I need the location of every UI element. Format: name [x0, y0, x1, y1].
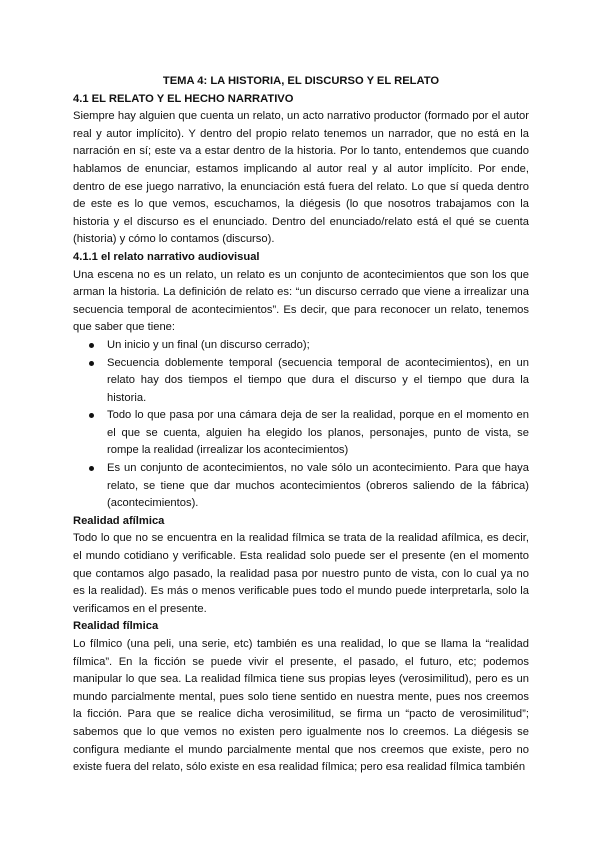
document-title: TEMA 4: LA HISTORIA, EL DISCURSO Y EL RELATO: [162, 75, 440, 87]
paragraph-realidad-afilmica: Todo lo que no se encuentra en la realidad fílmica se trata de la realidad afílmica, es decir, el mundo cotidiano y verificable. Esta realidad solo puede ser el presente (en el momento que contamos algo pasado, la realidad pasa por nuestro punto de vista, con lo cual ya no es la realidad). Es más o menos verificable pues todo el mundo puede interpretarla, solo la verificamos en el presente.: [73, 532, 529, 615]
list-item: [73, 407, 529, 460]
bullet-icon: [89, 413, 94, 418]
paragraph-4-1: Siempre hay alguien que cuenta un relato, un acto narrativo productor (formado por el autor real y autor implícito). Y dentro del propio relato tenemos un narrador, que no está en la narración en sí; este va a estar dentro de la historia. Por lo tanto, entendemos que cuando hablamos de enunciar, estamos implicando al autor real y al autor implícito. Por ende, dentro de ese juego narrativo, la enunciación está fuera del relato. Lo que sí queda dentro de este es lo que vemos, escuchamos, la diégesis (lo que nosotros trabajamos con la historia y el discurso es el enunciado. Dentro del enunciado/relato está el qué se cuenta (historia) y cómo lo contamos (discurso).: [73, 110, 529, 246]
section-heading-4-1-1: 4.1.1 el relato narrativo audiovisual: [73, 250, 260, 263]
list-item: [73, 460, 529, 513]
paragraph-4-1-1: Una escena no es un relato, un relato es un conjunto de acontecimientos que son los que arman la historia. La definición de relato es: “un discurso cerrado que viene a irrealizar una secuencia temporal de acontecimientos”. Es decir, que para reconocer un relato, tenemos que saber que tiene:: [73, 268, 529, 334]
list-item-text: Un inicio y un final (un discurso cerrado);: [107, 338, 310, 351]
bullet-icon: [89, 361, 94, 366]
section-heading-4-1: 4.1 EL RELATO Y EL HECHO NARRATIVO: [73, 92, 294, 105]
list-item: [73, 337, 529, 355]
list-item-text: Secuencia doblemente temporal (secuencia temporal de acontecimientos), en un relato hay dos tiempos el tiempo que dura el discurso y el tiempo que dura la historia.: [107, 356, 529, 404]
paragraph-realidad-filmica: Lo fílmico (una peli, una serie, etc) también es una realidad, lo que se llama la “realidad fílmica”. En la ficción se puede vivir el presente, el pasado, el futuro, etc; podemos manipular lo que sea. La realidad fílmica tiene sus propias leyes (verosimilitud), pero es un mundo parcialmente mental, pues solo tiene sentido en nuestra mente, pues nos creemos la ficción. Para que se realice dicha verosimilitud, se firma un “pacto de verosimilitud”; sabemos que lo que vemos no existen pero igualmente nos lo creemos. La diégesis se configura mediante el mundo parcialmente mental que nos creemos que existe, pero no existe fuera del relato, sólo existe en esa realidad fílmica; pero esa realidad fílmica también: [73, 638, 529, 774]
relato-features-list: [73, 337, 529, 513]
bullet-icon: [89, 343, 94, 348]
section-heading-realidad-afilmica: Realidad afílmica: [73, 514, 165, 527]
section-heading-realidad-filmica: Realidad fílmica: [73, 620, 159, 633]
document-body: [73, 73, 529, 777]
list-item-text: Todo lo que pasa por una cámara deja de ser la realidad, porque en el momento en el que se cuenta, alguien ha elegido los planos, personajes, punto de vista, se rompe la realidad (irrealizar los acontecimientos): [107, 409, 529, 457]
list-item: [73, 355, 529, 408]
bullet-icon: [89, 466, 94, 471]
list-item-text: Es un conjunto de acontecimientos, no vale sólo un acontecimiento. Para que haya relato, se tiene que dar muchos acontecimientos (obreros saliendo de la fábrica) (acontecimientos).: [107, 462, 529, 510]
